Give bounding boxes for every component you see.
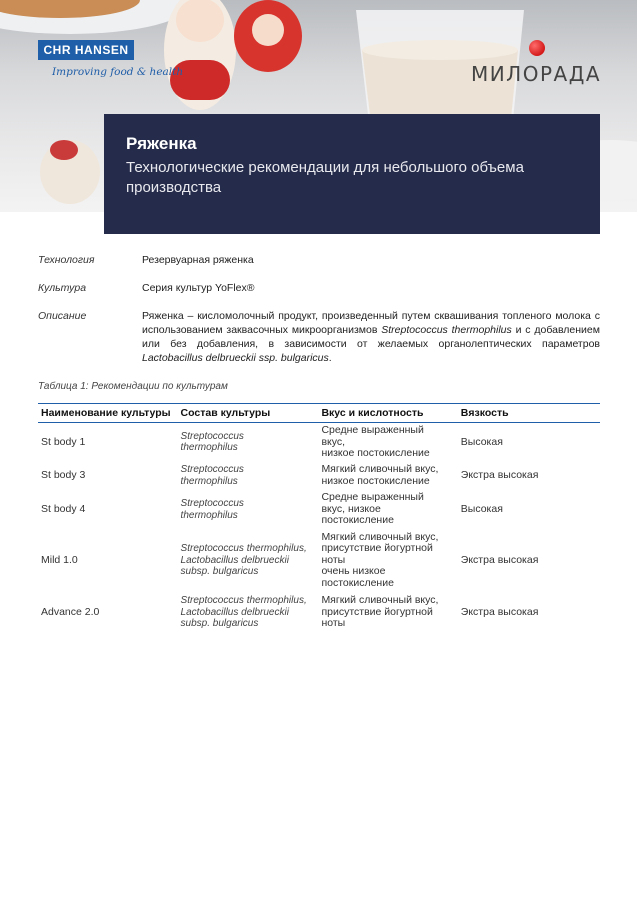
culture-composition: Streptococcus thermophilus (180, 464, 244, 487)
table-row (38, 423, 600, 462)
culture-name: St body 1 (41, 435, 86, 448)
chr-hansen-wordmark: CHR HANSEN (38, 40, 134, 60)
info-row-technology (38, 253, 600, 267)
culture-viscosity: Экстра высокая (460, 605, 539, 618)
header-taste: Вкус и кислотность (318, 404, 457, 423)
document-subtitle: Технологические рекомендации для небольшого объема производства (126, 159, 524, 196)
milorada-wordmark: МИЛОРАДА (470, 62, 601, 86)
description-text: . (328, 352, 332, 364)
product-info (38, 253, 600, 365)
culture-composition: Streptococcus thermophilus (180, 430, 244, 454)
culture-composition: Streptococcus thermophilus, Lactobacillus delbrueckii subsp. bulgaricus (180, 543, 307, 578)
info-label: Культура (38, 282, 87, 294)
culture-name: St body 4 (41, 502, 86, 515)
table-row (38, 530, 600, 592)
culture-composition: Streptococcus thermophilus (180, 498, 244, 521)
cultures-table (38, 403, 600, 634)
header-culture-name: Наименование культуры (38, 404, 178, 423)
header-viscosity: Вязкость (458, 404, 600, 423)
info-label: Технология (38, 254, 95, 266)
info-value: Серия культур YoFlex® (142, 282, 255, 294)
culture-composition: Streptococcus thermophilus, Lactobacillus delbrueckii subsp. bulgaricus (180, 595, 307, 630)
culture-taste: Средне выраженный вкус, низкое постокисление (321, 424, 430, 459)
milorada-logo (471, 40, 601, 86)
info-label: Описание (38, 310, 87, 322)
culture-viscosity: Экстра высокая (460, 468, 539, 481)
culture-taste: Средне выраженный вкус, низкое постокисление (321, 491, 424, 527)
table-row (38, 462, 600, 490)
culture-name: St body 3 (41, 468, 86, 481)
culture-viscosity: Высокая (460, 502, 503, 515)
table-header-row (38, 404, 600, 423)
chr-hansen-logo (38, 40, 183, 78)
culture-taste: Мягкий сливочный вкус, низкое постокисление (321, 463, 439, 487)
culture-taste: Мягкий сливочный вкус, присутствие йогуртной ноты (321, 594, 439, 630)
document-title: Ряженка (126, 134, 197, 153)
table-row (38, 592, 600, 634)
chr-hansen-tagline: Improving food & health (52, 66, 184, 78)
info-description (142, 309, 600, 365)
culture-name: Mild 1.0 (41, 553, 78, 566)
culture-viscosity: Экстра высокая (460, 553, 539, 566)
table-row (38, 490, 600, 530)
description-species: Lactobacillus delbrueckii ssp. bulgaricus (142, 352, 329, 364)
description-text: и с добавлением или без добавления, в зависимости от желаемых органолептических параметров (142, 324, 600, 350)
culture-viscosity: Высокая (460, 435, 503, 448)
culture-name: Advance 2.0 (41, 605, 100, 618)
table-caption: Таблица 1: Рекомендации по культурам (38, 381, 228, 392)
info-row-description (38, 309, 600, 365)
red-ball-icon (529, 40, 545, 56)
culture-taste: Мягкий сливочный вкус, присутствие йогуртной ноты очень низкое постокисление (321, 530, 439, 589)
description-text: Ряженка – кисломолочный продукт, произведенный путем сквашивания топленого молока с использованием заквасочных микроорганизмов (142, 310, 600, 336)
header-composition: Состав культуры (178, 404, 319, 423)
info-value: Резервуарная ряженка (142, 254, 254, 266)
description-species: Streptococcus thermophilus (381, 324, 512, 336)
title-panel (104, 114, 600, 234)
info-row-culture (38, 281, 600, 295)
